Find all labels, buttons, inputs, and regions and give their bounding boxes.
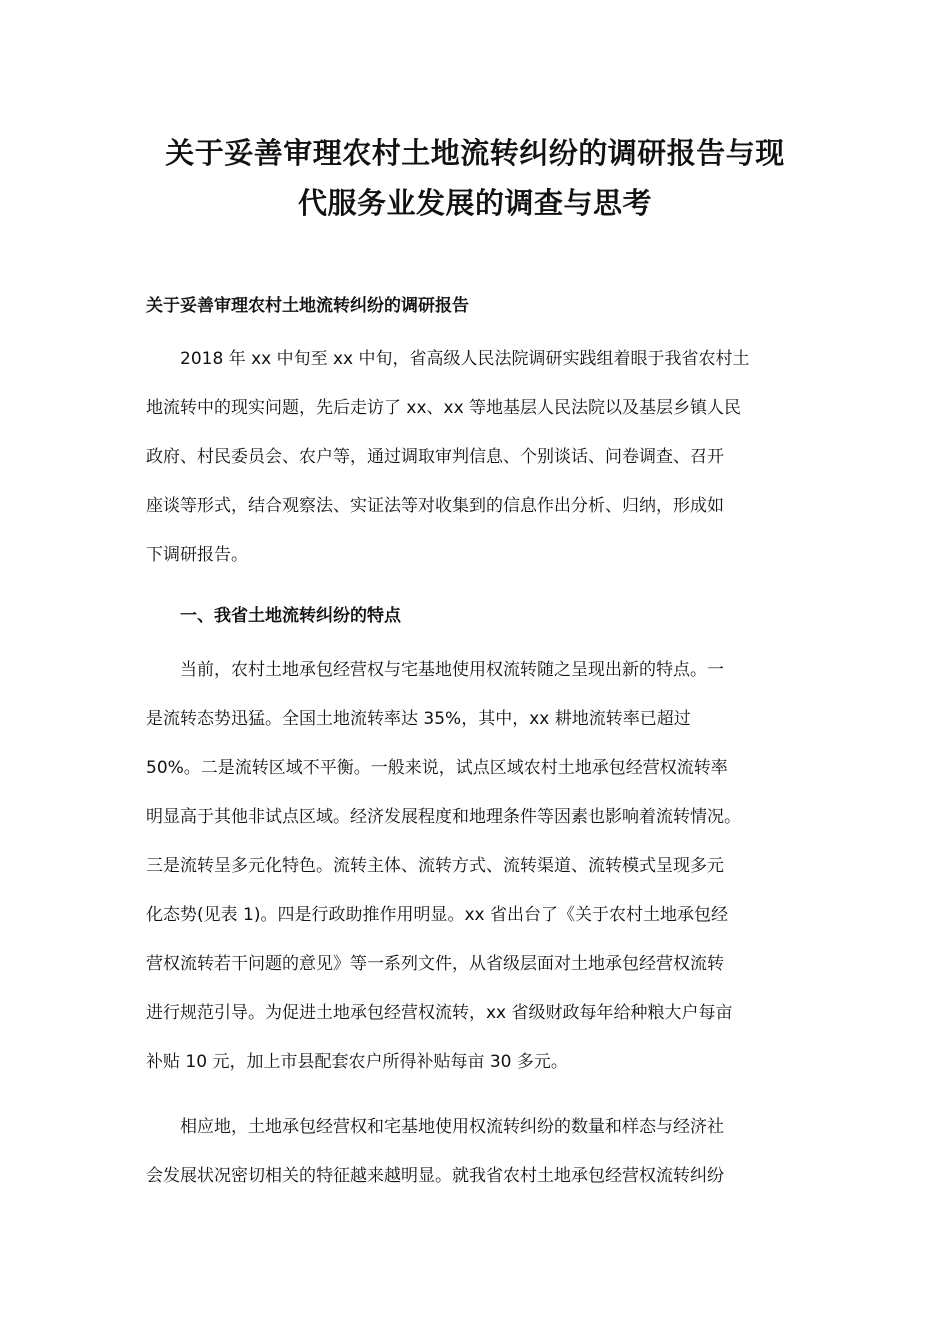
paragraph-line: 三是流转呈多元化特色。流转主体、流转方式、流转渠道、流转模式呈现多元 [146, 856, 724, 876]
paragraph-line: 补贴 10 元，加上市县配套农户所得补贴每亩 30 多元。 [146, 1052, 568, 1072]
paragraph-line: 进行规范引导。为促进土地承包经营权流转，xx 省级财政每年给种粮大户每亩 [146, 1003, 733, 1023]
paragraph-line: 明显高于其他非试点区域。经济发展程度和地理条件等因素也影响着流转情况。 [146, 807, 741, 827]
title-line-2: 代服务业发展的调查与思考 [297, 186, 652, 220]
paragraph-line: 地流转中的现实问题，先后走访了 xx、xx 等地基层人民法院以及基层乡镇人民 [146, 398, 742, 418]
paragraph-line: 化态势(见表 1)。四是行政助推作用明显。xx 省出台了《关于农村土地承包经 [146, 905, 729, 925]
paragraph-line: 是流转态势迅猛。全国土地流转率达 35%，其中，xx 耕地流转率已超过 [146, 709, 691, 729]
paragraph-line: 50%。二是流转区域不平衡。一般来说，试点区域农村土地承包经营权流转率 [146, 758, 728, 778]
document-title [120, 128, 830, 228]
paragraph-line: 座谈等形式，结合观察法、实证法等对收集到的信息作出分析、归纳，形成如 [146, 496, 724, 516]
paragraph-line: 营权流转若干问题的意见》等一系列文件，从省级层面对土地承包经营权流转 [146, 954, 724, 974]
section-heading: 关于妥善审理农村土地流转纠纷的调研报告 [146, 296, 469, 316]
paragraph-line: 会发展状况密切相关的特征越来越明显。就我省农村土地承包经营权流转纠纷 [146, 1166, 724, 1186]
paragraph-disputes [146, 1103, 826, 1201]
title-line-1: 关于妥善审理农村土地流转纠纷的调研报告与现 [165, 136, 785, 170]
paragraph-line: 相应地，土地承包经营权和宅基地使用权流转纠纷的数量和样态与经济社 [180, 1117, 724, 1137]
subheading-characteristics: 一、我省土地流转纠纷的特点 [180, 606, 401, 626]
paragraph-line: 当前，农村土地承包经营权与宅基地使用权流转随之呈现出新的特点。一 [180, 660, 724, 680]
paragraph-intro [146, 335, 826, 580]
paragraph-characteristics [146, 646, 826, 1087]
paragraph-line: 下调研报告。 [146, 545, 248, 565]
paragraph-line: 政府、村民委员会、农户等，通过调取审判信息、个别谈话、问卷调查、召开 [146, 447, 724, 467]
paragraph-line: 2018 年 xx 中旬至 xx 中旬，省高级人民法院调研实践组着眼于我省农村土 [180, 349, 750, 369]
